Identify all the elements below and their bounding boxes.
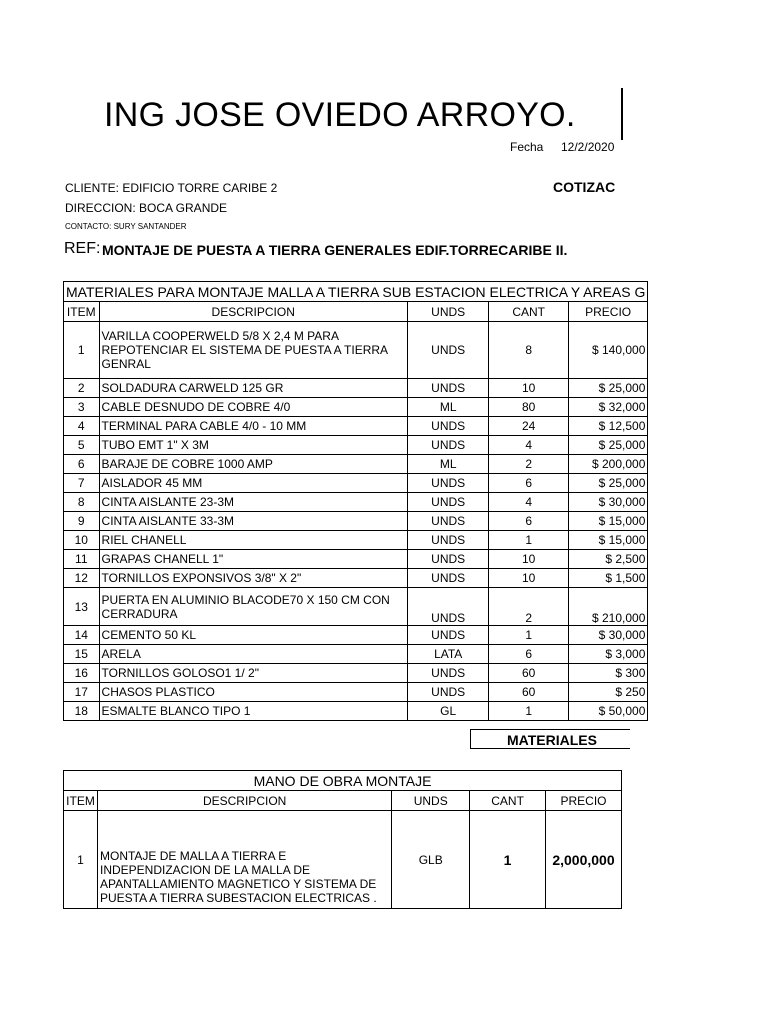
item-number: 6 [64, 455, 100, 474]
item-description: ARELA [99, 645, 407, 664]
item-description: TUBO EMT 1" X 3M [99, 436, 407, 455]
document-type-label: COTIZAC [553, 179, 616, 195]
table-row [64, 474, 648, 493]
item-quantity: 4 [489, 493, 568, 512]
item-number: 14 [64, 626, 100, 645]
item-description: SOLDADURA CARWELD 125 GR [99, 379, 407, 398]
col-header-unds: UNDS [407, 302, 489, 322]
item-unit: UNDS [407, 322, 489, 379]
item-unit: UNDS [407, 493, 489, 512]
item-price: $ 30,000 [568, 493, 647, 512]
item-number: 15 [64, 645, 100, 664]
item-quantity: 6 [489, 645, 568, 664]
item-unit: ML [407, 398, 489, 417]
table-row [64, 588, 648, 626]
table-row [64, 417, 648, 436]
item-price: $ 15,000 [568, 512, 647, 531]
item-description: MONTAJE DE MALLA A TIERRA E INDEPENDIZACION DE LA MALLA DE APANTALLAMIENTO MAGNETICO Y SISTEMA DE PUESTA A TIERRA SUBESTACION ELECTRICAS . [97, 811, 391, 909]
item-price: $ 50,000 [568, 702, 647, 721]
item-price: $ 30,000 [568, 626, 647, 645]
item-description: GRAPAS CHANELL 1" [99, 550, 407, 569]
table-row [64, 493, 648, 512]
materials-title: MATERIALES PARA MONTAJE MALLA A TIERRA SUB ESTACION ELECTRICA Y AREAS G [64, 282, 648, 302]
item-unit: UNDS [407, 474, 489, 493]
item-number: 5 [64, 436, 100, 455]
table-row [64, 702, 648, 721]
item-price: $ 2,500 [568, 550, 647, 569]
item-price: 2,000,000 [546, 811, 622, 909]
item-number: 18 [64, 702, 100, 721]
item-unit: UNDS [407, 664, 489, 683]
table-row [64, 531, 648, 550]
item-quantity: 2 [489, 588, 568, 626]
item-price: $ 25,000 [568, 379, 647, 398]
col-header-item: ITEM [64, 302, 100, 322]
materials-subtotal-label: MATERIALES [470, 729, 630, 749]
table-row [64, 379, 648, 398]
item-unit: UNDS [407, 569, 489, 588]
date-value: 12/2/2020 [561, 140, 615, 154]
item-quantity: 1 [470, 811, 546, 909]
item-number: 1 [64, 322, 100, 379]
item-price: $ 140,000 [568, 322, 647, 379]
table-row [64, 683, 648, 702]
item-unit: GLB [392, 811, 470, 909]
item-quantity: 10 [489, 379, 568, 398]
item-unit: UNDS [407, 531, 489, 550]
item-price: $ 15,000 [568, 531, 647, 550]
item-description: CHASOS PLASTICO [99, 683, 407, 702]
item-number: 9 [64, 512, 100, 531]
table-row [64, 626, 648, 645]
item-unit: UNDS [407, 588, 489, 626]
item-description: TORNILLOS GOLOSO1 1/ 2" [99, 664, 407, 683]
table-row [64, 398, 648, 417]
client-address: DIRECCION: BOCA GRANDE [65, 201, 228, 215]
item-quantity: 6 [489, 512, 568, 531]
item-number: 11 [64, 550, 100, 569]
col-header-item: ITEM [64, 791, 98, 811]
item-quantity: 60 [489, 664, 568, 683]
materials-header-row [64, 302, 648, 322]
item-number: 8 [64, 493, 100, 512]
item-description: RIEL CHANELL [99, 531, 407, 550]
table-row [64, 645, 648, 664]
item-description: AISLADOR 45 MM [99, 474, 407, 493]
item-number: 2 [64, 379, 100, 398]
table-row [64, 569, 648, 588]
item-price: $ 12,500 [568, 417, 647, 436]
col-header-desc: DESCRIPCION [97, 791, 391, 811]
item-price: $ 1,500 [568, 569, 647, 588]
item-price: $ 200,000 [568, 455, 647, 474]
item-description: PUERTA EN ALUMINIO BLACODE70 X 150 CM CON CERRADURA [99, 588, 407, 626]
item-price: $ 3,000 [568, 645, 647, 664]
labor-title: MANO DE OBRA MONTAJE [64, 771, 622, 791]
table-row [64, 322, 648, 379]
item-number: 1 [64, 811, 98, 909]
item-number: 12 [64, 569, 100, 588]
item-description: TORNILLOS EXPONSIVOS 3/8" X 2" [99, 569, 407, 588]
item-description: CEMENTO 50 KL [99, 626, 407, 645]
date-label: Fecha [510, 140, 544, 154]
client-contact: CONTACTO: SURY SANTANDER [65, 222, 187, 231]
client-name: CLIENTE: EDIFICIO TORRE CARIBE 2 [65, 181, 278, 195]
col-header-precio: PRECIO [568, 302, 647, 322]
item-description: ESMALTE BLANCO TIPO 1 [99, 702, 407, 721]
item-unit: UNDS [407, 683, 489, 702]
item-number: 17 [64, 683, 100, 702]
item-unit: UNDS [407, 512, 489, 531]
item-unit: UNDS [407, 379, 489, 398]
col-header-precio: PRECIO [546, 791, 622, 811]
item-price: $ 300 [568, 664, 647, 683]
item-price: $ 210,000 [568, 588, 647, 626]
col-header-unds: UNDS [392, 791, 470, 811]
table-row [64, 436, 648, 455]
item-quantity: 2 [489, 455, 568, 474]
item-number: 4 [64, 417, 100, 436]
item-unit: UNDS [407, 550, 489, 569]
item-quantity: 1 [489, 626, 568, 645]
table-row [64, 512, 648, 531]
item-unit: GL [407, 702, 489, 721]
item-number: 10 [64, 531, 100, 550]
item-unit: UNDS [407, 436, 489, 455]
table-row [64, 550, 648, 569]
item-unit: UNDS [407, 626, 489, 645]
item-quantity: 10 [489, 550, 568, 569]
labor-header-row [64, 791, 622, 811]
item-price: $ 25,000 [568, 436, 647, 455]
item-number: 13 [64, 588, 100, 626]
item-quantity: 4 [489, 436, 568, 455]
ref-label: REF: [64, 240, 101, 257]
company-title: ING JOSE OVIEDO ARROYO. [104, 96, 576, 134]
item-quantity: 8 [489, 322, 568, 379]
labor-table [63, 770, 622, 909]
item-quantity: 6 [489, 474, 568, 493]
item-price: $ 250 [568, 683, 647, 702]
item-unit: ML [407, 455, 489, 474]
item-description: VARILLA COOPERWELD 5/8 X 2,4 M PARA REPOTENCIAR EL SISTEMA DE PUESTA A TIERRA GENRAL [99, 322, 407, 379]
table-row [64, 664, 648, 683]
item-description: CINTA AISLANTE 33-3M [99, 512, 407, 531]
item-description: TERMINAL PARA CABLE 4/0 - 10 MM [99, 417, 407, 436]
item-price: $ 25,000 [568, 474, 647, 493]
item-description: CABLE DESNUDO DE COBRE 4/0 [99, 398, 407, 417]
item-quantity: 24 [489, 417, 568, 436]
item-description: BARAJE DE COBRE 1000 AMP [99, 455, 407, 474]
item-description: CINTA AISLANTE 23-3M [99, 493, 407, 512]
ref-text: MONTAJE DE PUESTA A TIERRA GENERALES EDIF.TORRECARIBE II. [102, 242, 568, 258]
item-quantity: 1 [489, 531, 568, 550]
item-number: 3 [64, 398, 100, 417]
item-quantity: 1 [489, 702, 568, 721]
header-divider [621, 88, 623, 140]
item-quantity: 10 [489, 569, 568, 588]
col-header-cant: CANT [470, 791, 546, 811]
materials-table [63, 281, 648, 721]
col-header-desc: DESCRIPCION [99, 302, 407, 322]
item-quantity: 80 [489, 398, 568, 417]
item-quantity: 60 [489, 683, 568, 702]
item-unit: LATA [407, 645, 489, 664]
item-number: 7 [64, 474, 100, 493]
col-header-cant: CANT [489, 302, 568, 322]
item-price: $ 32,000 [568, 398, 647, 417]
item-number: 16 [64, 664, 100, 683]
table-row [64, 811, 622, 909]
table-row [64, 455, 648, 474]
item-unit: UNDS [407, 417, 489, 436]
